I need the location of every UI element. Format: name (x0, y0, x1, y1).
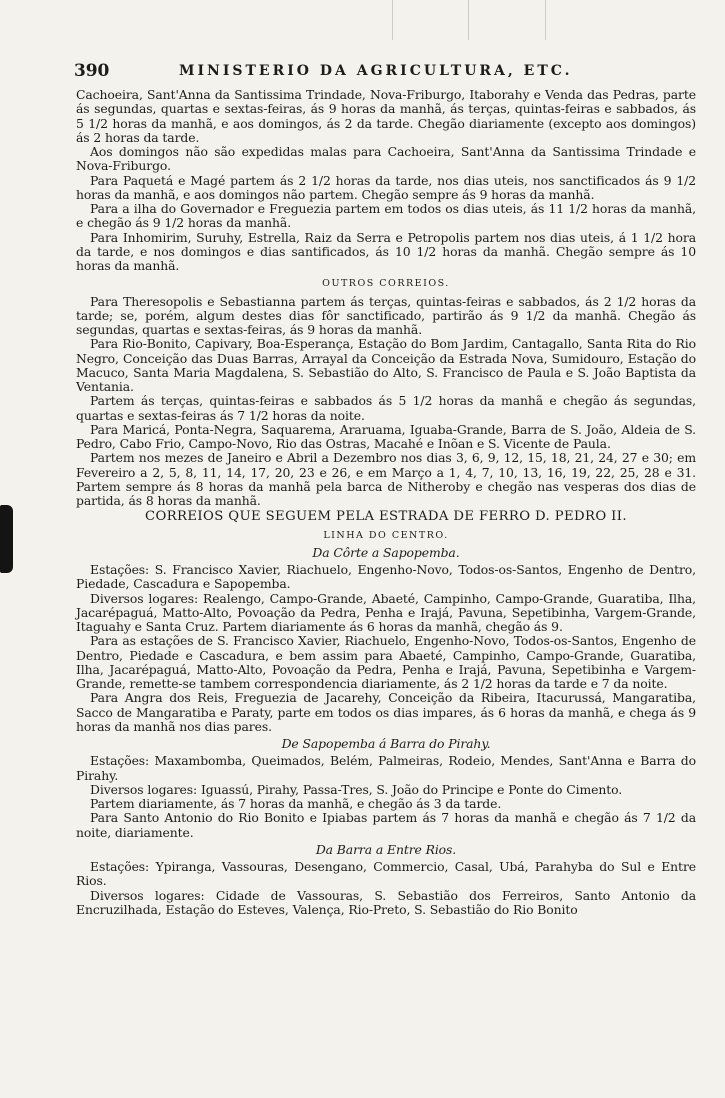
section-title-outros-correios: OUTROS CORREIOS. (322, 278, 450, 290)
paragraph: Para as estações de S. Francisco Xavier, Riachuelo, Engenho-Novo, Todos-os-Santos, Engenho de Dentro, Piedade e Cascadura, e bem assim para Abaeté, Campinho, Campo-Grande, Guaratiba, Ilha, Jacarépaguá, Matto-Alto, Povoação da Pedra, Penha e Irajá, Pavuna, Sepetibinha e Vargem-Grande, remette-se tambem correspondencia diariamente, ás 2 1/2 horas da tarde e 7 da noite. (76, 633, 696, 691)
paragraph: Cachoeira, Sant'Anna da Santissima Trindade, Nova-Friburgo, Itaborahy e Venda das Pedras, parte ás segundas, quartas e sextas-feiras, ás 9 horas da manhã, ás terças, quintas-feiras e sabbados, ás 5 1/2 horas da manhã, e aos domingos, ás 2 da tarde. Chegão diariamente (excepto aos domingos) ás 2 horas da tarde. (76, 87, 696, 145)
paragraph: Partem diariamente, ás 7 horas da manhã, e chegão ás 3 da tarde. (90, 796, 502, 811)
paragraph: Aos domingos não são expedidas malas para Cachoeira, Sant'Anna da Santissima Trindade e Nova-Friburgo. (76, 144, 696, 174)
paragraph: Para Angra dos Reis, Freguezia de Jacarehy, Conceição da Ribeira, Itacurussá, Mangaratiba, Sacco de Mangaratiba e Paraty, parte em todos os dias impares, ás 6 horas da manhã, e chega ás 9 horas da manhã nos dias pares. (76, 690, 696, 734)
paragraph: Diversos logares: Realengo, Campo-Grande, Abaeté, Campinho, Campo-Grande, Guaratiba, Ilha, Jacarépaguá, Matto-Alto, Povoação da Pedra, Penha e Irajá, Pavuna, Sepetibinha, Vargem-Grande, Itaguahy e Santa Cruz. Partem diariamente ás 6 horas da manhã, chegão ás 9. (76, 590, 696, 634)
paragraph: Para Paquetá e Magé partem ás 2 1/2 horas da tarde, nos dias uteis, nos sanctificados ás 9 1/2 horas da manhã, e aos domingos não partem. Chegão sempre ás 9 horas da manhã. (76, 172, 696, 202)
paragraph: Estações: Ypiranga, Vassouras, Desengano, Commercio, Casal, Ubá, Parahyba do Sul e Entre Rios. (76, 859, 696, 889)
binding-line (392, 0, 393, 40)
page-header (76, 58, 696, 88)
paragraph: Diversos logares: Iguassú, Pirahy, Passa-Tres, S. João do Principe e Ponte do Cimento. (90, 781, 623, 797)
paragraph: Para Theresopolis e Sebastianna partem ás terças, quintas-feiras e sabbados, ás 2 1/2 horas da tarde; se, porém, algum destes dias fôr sanctificado, partirão ás 9 1/2 da manhã. Chegão ás segundas, quartas e sextas-feiras, ás 9 horas da manhã. (76, 293, 696, 337)
page-number: 390 (74, 61, 110, 81)
section-title-sapopemba-pirahy: De Sapopemba á Barra do Pirahy. (281, 736, 491, 751)
ink-blot-mark (0, 505, 13, 573)
binding-line (545, 0, 546, 40)
paragraph: Partem ás terças, quintas-feiras e sabbados ás 5 1/2 horas da manhã e chegão ás segundas, quartas e sextas-feiras ás 7 1/2 horas da noite. (76, 393, 696, 423)
paragraph: Para a ilha do Governador e Freguezia partem em todos os dias uteis, ás 11 1/2 horas da manhã, e chegão ás 9 1/2 horas da manhã. (76, 201, 696, 231)
paragraph: Diversos logares: Cidade de Vassouras, S. Sebastião dos Ferreiros, Santo Antonio da Encruzilhada, Estação do Esteves, Valença, Rio-Preto, S. Sebastião do Rio Bonito (76, 887, 696, 917)
running-title: MINISTERIO DA AGRICULTURA, ETC. (179, 63, 573, 79)
paragraph: Para Maricá, Ponta-Negra, Saquarema, Araruama, Iguaba-Grande, Barra de S. João, Aldeia de S. Pedro, Cabo Frio, Campo-Novo, Rio das Ostras, Macahé e Inõan e S. Vicente de Paula. (76, 421, 696, 451)
section-title-corte-sapopemba: Da Côrte a Sapopemba. (312, 544, 460, 560)
binding-line (468, 0, 469, 40)
paragraph: Para Rio-Bonito, Capivary, Boa-Esperança, Estação do Bom Jardim, Cantagallo, Santa Rita do Rio Negro, Conceição das Duas Barras, Arrayal da Conceição da Estrada Nova, Sumidouro, Estação do Macuco, Santa Maria Magdalena, S. Sebastião do Alto, S. Francisco de Paula e S. João Baptista da Ventania. (76, 336, 696, 394)
linha-do-centro-title: LINHA DO CENTRO. (323, 529, 449, 541)
paragraph: Partem nos mezes de Janeiro e Abril a Dezembro nos dias 3, 6, 9, 12, 15, 18, 21, 24, 27 e 30; em Fevereiro a 2, 5, 8, 11, 14, 17, 20, 23 e 26, e em Março a 1, 4, 7, 10, 13, 16, 19, 22, 25, 28 e 31. Partem sempre ás 8 horas da manhã pela barca de Nitheroby e chegão nas vesperas dos dias de partida, ás 8 horas da manhã. (76, 450, 696, 508)
paragraph: Estações: Maxambomba, Queimados, Belém, Palmeiras, Rodeio, Mendes, Sant'Anna e Barra do Pirahy. (76, 753, 696, 783)
document-page (76, 58, 696, 917)
railway-heading: CORREIOS QUE SEGUEM PELA ESTRADA DE FERRO D. PEDRO II. (145, 509, 627, 525)
paragraph: Para Santo Antonio do Rio Bonito e Ipiabas partem ás 7 horas da manhã e chegão ás 7 1/2 da noite, diariamente. (76, 810, 696, 840)
paragraph: Estações: S. Francisco Xavier, Riachuelo, Engenho-Novo, Todos-os-Santos, Engenho de Dentro, Piedade, Cascadura e Sapopemba. (76, 562, 696, 592)
paragraph: Para Inhomirim, Suruhy, Estrella, Raiz da Serra e Petropolis partem nos dias uteis, á 1 1/2 hora da tarde, e nos domingos e dias santificados, ás 10 1/2 horas da manhã. Chegão sempre ás 10 horas da manhã. (76, 229, 696, 273)
section-title-barra-entre-rios: Da Barra a Entre Rios. (315, 841, 457, 857)
